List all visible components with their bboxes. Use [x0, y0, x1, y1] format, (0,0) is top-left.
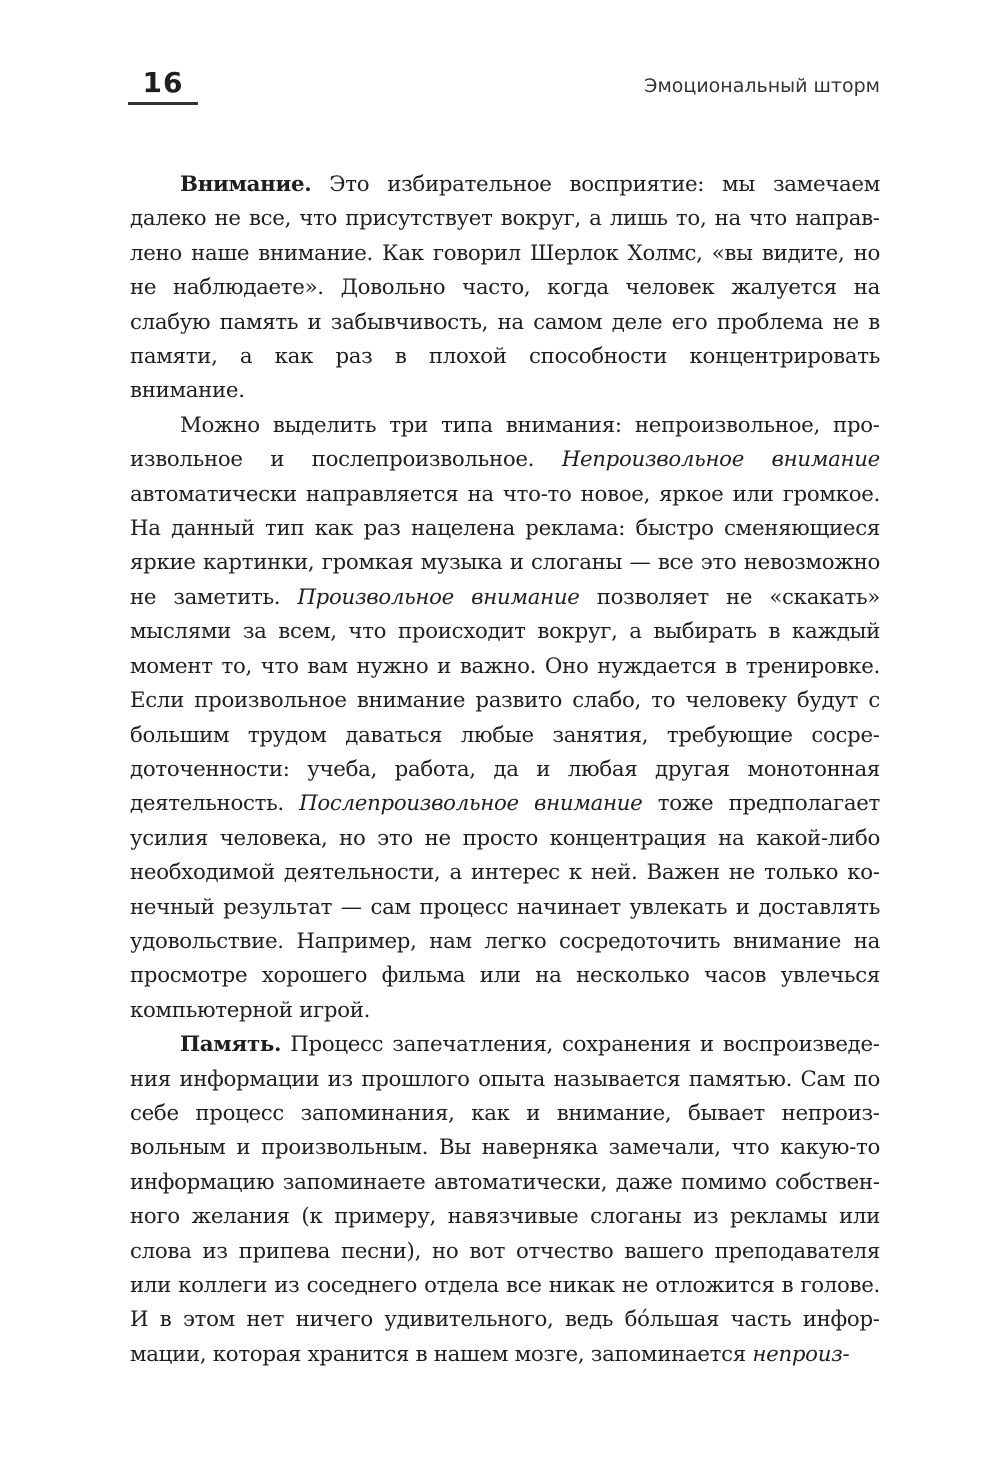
- memory-text-1: Процесс запечатления, сохранения и воспроизведения информации из прошлого опыта называется памятью. Сам по себе процесс запоминания, как и внимание, бывает непроизвольным и произвольным. Вы наверняка замечали, что какую-то информацию запоминаете автоматически, даже помимо собственного желания (к примеру, навязчивые слоганы из рекламы или слова из припева песни), но вот отчество вашего преподавателя или коллеги из соседнего отдела все никак не отложится в голове. И в этом нет ничего удивительного, ведь бóльшая часть информации, которая хранится в нашем мозге, запоминается: [130, 1032, 880, 1367]
- paragraph-attention-types: [130, 409, 880, 1028]
- term-voluntary-attention: Произвольное внимание: [297, 584, 580, 610]
- term-memory: Память.: [180, 1032, 282, 1058]
- paragraph-attention-text: Это избирательное восприятие: мы замечаем далеко не все, что присутствует вокруг, а лишь то, на что направлено наше внимание. Как говорил Шерлок Холмс, «вы видите, но не наблюдаете». Довольно часто, когда человек жалуется на слабую память и забывчивость, на самом деле его проблема не в памяти, а как раз в плохой способности концентрировать внимание.: [130, 172, 880, 404]
- paragraph-memory: [130, 1028, 880, 1372]
- body-text: [130, 168, 880, 1372]
- term-involuntary-attention: Непроизвольное внимание: [561, 447, 880, 473]
- term-involuntary-memory: непроиз-: [752, 1341, 850, 1367]
- page-header: [0, 0, 1000, 110]
- running-title: Эмоциональный шторм: [644, 75, 880, 97]
- page-number: 16: [128, 66, 198, 105]
- term-attention: Внимание.: [180, 172, 312, 197]
- types-text-3: позволяет не «скакать» мыслями за всем, что происходит вокруг, а выбирать в каждый момент то, что вам нужно и важно. Оно нуждается в тренировке. Если произвольное внимание развито слабо, то человеку будут с большим трудом даваться любые занятия, требующие сосредоточенности: учеба, работа, да и любая другая монотонная деятельность.: [130, 584, 881, 817]
- term-post-voluntary-attention: Послепроизвольное внимание: [299, 791, 643, 817]
- paragraph-attention: [130, 168, 880, 409]
- types-text-2: автоматически направляется на что-то новое, яркое или громкое. На данный тип как раз нацелена реклама: быстро сменяющиеся яркие картинки, громкая музыка и слоганы — все это невозможно не заметить.: [130, 481, 880, 610]
- types-text-4: тоже предполагает усилия человека, но это не просто концентрация на какой-либо необходимой деятельности, а интерес к ней. Важен не только конечный результат — сам процесс начинает увлекать и доставлять удовольствие. Например, нам легко сосредоточить внимание на просмотре хорошего фильма или на несколько часов увлечься компьютерной игрой.: [130, 791, 881, 1023]
- types-text-1: Можно выделить три типа внимания: непроизвольное, произвольное и послепроизвольное.: [130, 412, 880, 473]
